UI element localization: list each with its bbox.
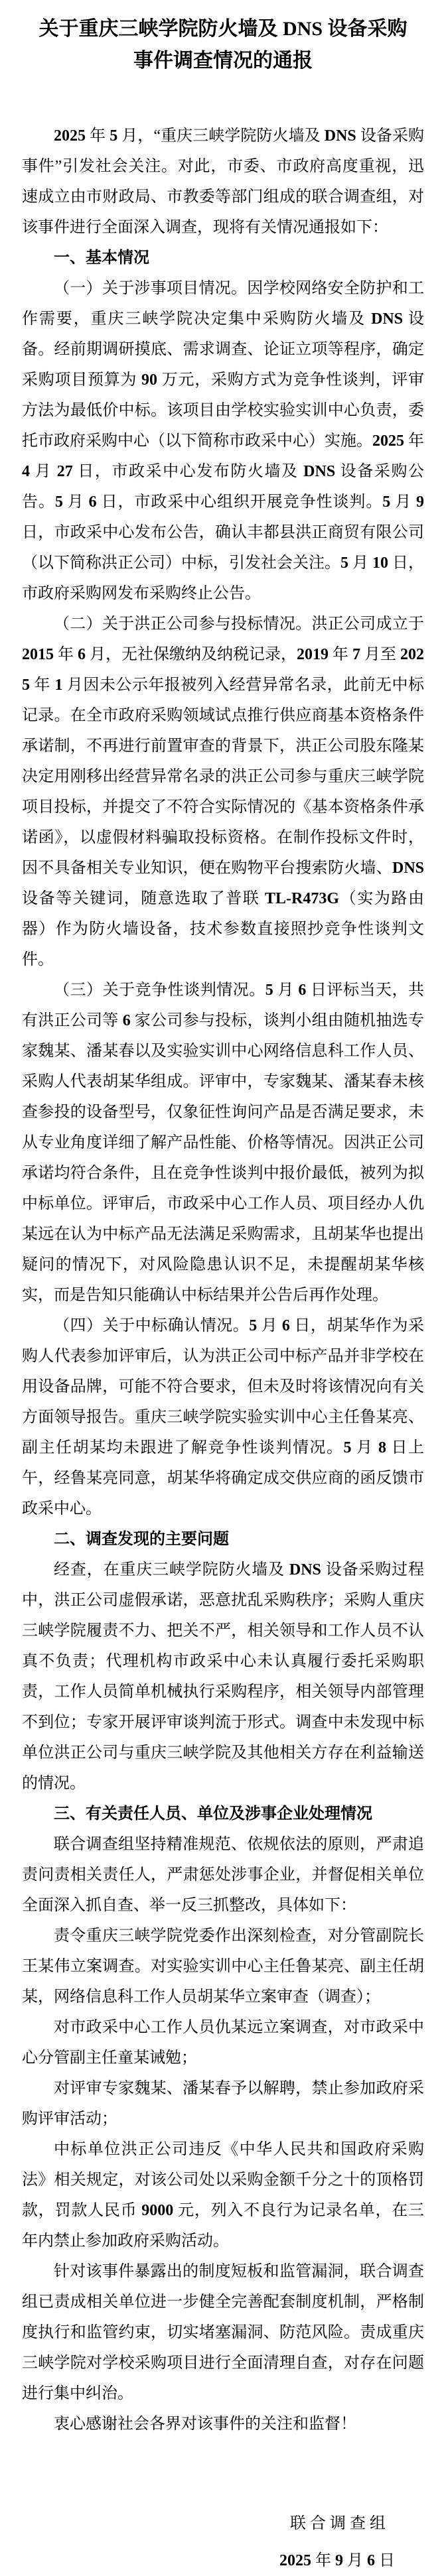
paragraph: 中标单位洪正公司违反《中华人民共和国政府采购法》相关规定，对该公司处以采购金额千分之十的顶格罚款，罚款人民币 9000 元，列入不良行为记录名单，在三年内禁止参加政府采购活动。	[22, 2141, 425, 2250]
page-title	[22, 13, 424, 77]
paragraph: 对市政采中心工作人员仇某远立案调查，对市政采中心分管副主任童某诫勉；	[22, 2019, 424, 2067]
section-heading: 二、调查发现的主要问题	[54, 1530, 229, 1548]
paragraph: 2025 年 5 月，“重庆三峡学院防火墙及 DNS 设备采购事件”引发社会关注。对此，市委、市政府高度重视，迅速成立由市财政局、市教委等部门组成的联合调查组，对该事件进行全面深入调查，现将有关情况通报如下：	[22, 127, 425, 236]
paragraph: （四）关于中标确认情况。5 月 6 日，胡某华作为采购人代表参加评审后，认为洪正公司中标产品并非学校在用设备品牌，可能不符合要求，但未及时将该情况向有关方面领导报告。重庆三峡学院实验实训中心主任鲁某亮、副主任胡某均未跟进了解竞争性谈判情况。5 月 8 日上午，经鲁某亮同意，胡某华将确定成交供应商的函反馈市政采中心。	[22, 1317, 425, 1517]
document-paragraphs	[22, 121, 424, 2439]
paragraph: 对评审专家魏某、潘某春予以解聘，禁止参加政府采购评审活动；	[22, 2080, 424, 2128]
paragraph: 责令重庆三峡学院党委作出深刻检查，对分管副院长王某伟立案调查。对实验实训中心主任鲁某亮、副主任胡某，网络信息科工作人员胡某华立案审查（调查）；	[22, 1927, 424, 2006]
paragraph: 经查，在重庆三峡学院防火墙及 DNS 设备采购过程中，洪正公司虚假承诺，恶意扰乱采购秩序；采购人重庆三峡学院履责不力、把关不严，相关领导和工作人员不认真不负责；代理机构市政采中心未认真履行委托采购职责，工作人员简单机械执行采购程序，相关领导内部管理不到位；专家开展评审谈判流于形式。调查中未发现中标单位洪正公司与重庆三峡学院及其他相关方存在利益输送的情况。	[22, 1561, 425, 1792]
paragraph: （二）关于洪正公司参与投标情况。洪正公司成立于 2015 年 6 月，无社保缴纳及纳税记录，2019 年 7 月至 2025 年 1 月因未公示年报被列入经营异常名录，此前无中标记录。在全市政府采购领域试点推行供应商基本资格条件承诺制，不再进行前置审查的背景下，洪正公司股东隆某决定用刚移出经营异常名录的洪正公司参与重庆三峡学院项目投标，并提交了不符合实际情况的《基本资格条件承诺函》，以虚假材料骗取投标资格。在制作投标文件时，因不具备相关专业知识，便在购物平台搜索防火墙、DNS 设备等关键词，随意选取了普联 TL-R473G（实为路由器）作为防火墙设备，技术参数直接照抄竞争性谈判文件。	[22, 615, 425, 968]
paragraph: 针对该事件暴露出的制度短板和监管漏洞，联合调查组已责成相关单位进一步健全完善配套制度机制，严格制度执行和监管约束，切实堵塞漏洞、防范风险。责成重庆三峡学院对学校采购项目进行全面清理自查，对存在问题进行集中纠治。	[22, 2263, 424, 2402]
page-title-line1: 关于重庆三峡学院防火墙及 DNS 设备采购	[38, 18, 408, 40]
signature-date: 2025 年 9 月 6 日	[279, 2552, 395, 2569]
paragraph: 联合调查组坚持精准规范、依规依法的原则，严肃追责问责相关责任人，严肃惩处涉事企业，并督促相关单位全面深入抓自查、举一反三抓整改，具体如下：	[22, 1836, 424, 1914]
page-title-line2: 事件调查情况的通报	[133, 50, 313, 72]
signature-block	[22, 2508, 424, 2576]
paragraph: （一）关于涉事项目情况。因学校网络安全防护和工作需要，重庆三峡学院决定集中采购防火墙及 DNS 设备。经前期调研摸底、需求调查、论证立项等程序，确定采购项目预算为 90 万元，采购方式为竞争性谈判，评审方法为最低价中标。该项目由学校实验实训中心负责，委托市政府采购中心（以下简称市政采中心）实施。2025 年 4 月 27 日，市政采中心发布防火墙及 DNS 设备采购公告。5 月 6 日，市政采中心组织开展竞争性谈判。5 月 9 日，市政采中心发布公告，确认丰都县洪正商贸有限公司（以下简称洪正公司）中标，引发社会关注。5 月 10 日，市政府采购网发布采购终止公告。	[22, 280, 425, 602]
signature: 联 合 调 查 组	[290, 2515, 386, 2532]
paragraph: （三）关于竞争性谈判情况。5 月 6 日评标当天，共有洪正公司等 6 家公司参与投标，谈判小组由随机抽选专家魏某、潘某春以及实验实训中心网络信息科工作人员、采购人代表胡某华组成。评审中，专家魏某、潘某春未核查参投的设备型号，仅象征性询问产品是否满足要求，未从专业角度详细了解产品性能、价格等情况。因洪正公司承诺均符合条件，且在竞争性谈判中报价最低，被列为拟中标单位。评审后，市政采中心工作人员、项目经办人仇某远在认为中标产品无法满足采购需求，且胡某华也提出疑问的情况下，对风险隐患认识不足，未提醒胡某华核实，而是告知只能确认中标结果并公告后再作处理。	[22, 982, 425, 1304]
paragraph: 衷心感谢社会各界对该事件的关注和监督！	[54, 2415, 356, 2433]
section-heading: 一、基本情况	[54, 249, 149, 267]
section-heading: 三、有关责任人员、单位及涉事企业处理情况	[54, 1805, 372, 1823]
